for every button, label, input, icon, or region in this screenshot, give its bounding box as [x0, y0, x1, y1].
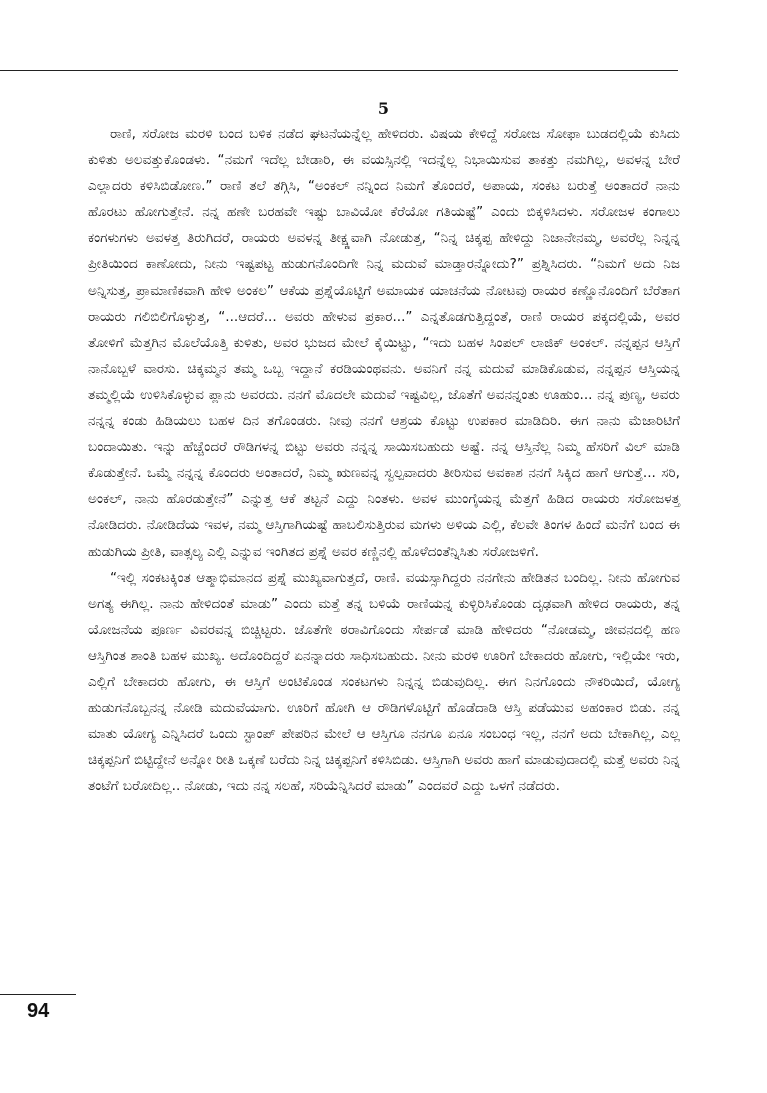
paragraph: “ಇಲ್ಲಿ ಸಂಕಟಕ್ಕಿಂತ ಆತ್ಮಾಭಿಮಾನದ ಪ್ರಶ್ನೆ ಮುಖ್ಯವಾಗುತ್ತದೆ, ರಾಣಿ. ವಯಸ್ಸಾಗಿದ್ದರು ನನಗೇನು ಹೇಡಿತನ ಬಂದಿಲ್ಲ. ನೀನು ಹೋಗುವ ಅಗತ್ಯ ಈಗಿಲ್ಲ. ನಾನು ಹೇಳಿದಂತೆ ಮಾಡು” ಎಂದು ಮತ್ತೆ ತನ್ನ ಬಳಿಯೆ ರಾಣಿಯನ್ನ ಕುಳ್ಳಿರಿಸಿಕೊಂಡು ದೃಢವಾಗಿ ಹೇಳಿದ ರಾಯರು, ತನ್ನ ಯೋಜನೆಯ ಪೂರ್ಣ ವಿವರವನ್ನ ಬಿಚ್ಚಿಟ್ಟರು. ಜೊತೆಗೇ ಠರಾವಿಗೊಂದು ಸೇರ್ಪಡೆ ಮಾಡಿ ಹೇಳಿದರು “ನೋಡಮ್ಮ, ಜೀವನದಲ್ಲಿ ಹಣ ಆಸ್ತಿಗಿಂತ ಶಾಂತಿ ಬಹಳ ಮುಖ್ಯ. ಅದೊಂದಿದ್ದರೆ ಏನನ್ನಾದರು ಸಾಧಿಸಬಹುದು. ನೀನು ಮರಳಿ ಊರಿಗೆ ಬೇಕಾದರು ಹೋಗು, ಇಲ್ಲಿಯೇ ಇರು, ಎಲ್ಲಿಗೆ ಬೇಕಾದರು ಹೋಗು, ಈ ಆಸ್ತಿಗೆ ಅಂಟಿಕೊಂಡ ಸಂಕಟಗಳು ನಿನ್ನನ್ನ ಬಿಡುವುದಿಲ್ಲ. ಈಗ ನಿನಗೊಂದು ನೌಕರಿಯಿದೆ, ಯೋಗ್ಯ ಹುಡುಗನೊಬ್ಬನನ್ನ ನೋಡಿ ಮದುವೆಯಾಗು. ಊರಿಗೆ ಹೋಗಿ ಆ ರೌಡಿಗಳೊಟ್ಟಿಗೆ ಹೊಡೆದಾಡಿ ಆಸ್ತಿ ಪಡೆಯುವ ಅಹಂಕಾರ ಬಿಡು. ನನ್ನ ಮಾತು ಯೋಗ್ಯ ಎನ್ನಿಸಿದರೆ ಒಂದು ಸ್ಟಾಂಪ್ ಪೇಪರಿನ ಮೇಲೆ ಆ ಆಸ್ತಿಗೂ ನನಗೂ ಏನೂ ಸಂಬಂಧ ಇಲ್ಲ, ನನಗೆ ಅದು ಬೇಕಾಗಿಲ್ಲ, ಎಲ್ಲ ಚಿಕ್ಕಪ್ಪನಿಗೆ ಬಿಟ್ಟಿದ್ದೇನೆ ಅನ್ನೋ ರೀತಿ ಒಕ್ಕಣೆ ಬರೆದು ನಿನ್ನ ಚಿಕ್ಕಪ್ಪನಿಗೆ ಕಳಿಸಿಬಿಡು. ಆಸ್ತಿಗಾಗಿ ಅವರು ಹಾಗೆ ಮಾಡುವುದಾದಲ್ಲಿ ಮತ್ತೆ ಅವರು ನಿನ್ನ ತಂಟೆಗೆ ಬರೋದಿಲ್ಲ.. ನೋಡು, ಇದು ನನ್ನ ಸಲಹೆ, ಸರಿಯೆನ್ನಿಸಿದರೆ ಮಾಡು” ಎಂದವರೆ ಎದ್ದು ಒಳಗೆ ನಡೆದರು.: [88, 569, 680, 795]
footer-rule: [0, 994, 76, 995]
page-number: 94: [27, 1000, 50, 1022]
header-rule: [0, 70, 678, 71]
body-text: [88, 121, 680, 799]
chapter-number: 5: [377, 99, 390, 118]
paragraph: ರಾಣಿ, ಸರೋಜ ಮರಳಿ ಬಂದ ಬಳಿಕ ನಡೆದ ಘಟನೆಯನ್ನೆಲ್ಲ ಹೇಳಿದರು. ವಿಷಯ ಕೇಳಿದ್ದೆ ಸರೋಜ ಸೋಫಾ ಬುಡದಲ್ಲಿಯೆ ಕುಸಿದು ಕುಳಿತು ಅಲವತ್ತುಕೊಂಡಳು. “ನಮಗೆ ಇದೆಲ್ಲ ಬೇಡಾರಿ, ಈ ವಯಸ್ಸಿನಲ್ಲಿ ಇದನ್ನೆಲ್ಲ ನಿಭಾಯಿಸುವ ತಾಕತ್ತು ನಮಗಿಲ್ಲ, ಅವಳನ್ನ ಬೇರೆ ಎಲ್ಲಾದರು ಕಳಿಸಿಬಿಡೋಣ.” ರಾಣಿ ತಲೆ ತಗ್ಗಿಸಿ, “ಅಂಕಲ್ ನನ್ನಿಂದ ನಿಮಗೆ ತೊಂದರೆ, ಅಪಾಯ, ಸಂಕಟ ಬರುತ್ತೆ ಅಂತಾದರೆ ನಾನು ಹೊರಟು ಹೋಗುತ್ತೇನೆ. ನನ್ನ ಹಣೇ ಬರಹವೇ ಇಷ್ಟು ಬಾವಿಯೋ ಕೆರೆಯೋ ಗತಿಯಷ್ಟೆ” ಎಂದು ಬಿಕ್ಕಳಿಸಿದಳು. ಸರೋಜಳ ಕಂಗಾಲು ಕಂಗಳುಗಳು ಅವಳತ್ತ ತಿರುಗಿದರೆ, ರಾಯರು ಅವಳನ್ನ ತೀಕ್ಷ್ಣವಾಗಿ ನೋಡುತ್ತ, “ನಿನ್ನ ಚಿಕ್ಕಪ್ಪ ಹೇಳಿದ್ದು ನಿಜಾನೇನಮ್ಮ, ಅವರೆಲ್ಲ ನಿನ್ನನ್ನ ಪ್ರೀತಿಯಿಂದ ಕಾಣೋದು, ನೀನು ಇಷ್ಟಪಟ್ಟ ಹುಡುಗನೊಂದಿಗೇ ನಿನ್ನ ಮದುವೆ ಮಾಡ್ತಾರನ್ನೋದು?” ಪ್ರಶ್ನಿಸಿದರು. “ನಿಮಗೆ ಅದು ನಿಜ ಅನ್ನಿಸುತ್ತ, ಪ್ರಾಮಾಣಿಕವಾಗಿ ಹೇಳಿ ಅಂಕಲ” ಆಕೆಯ ಪ್ರಶ್ನೆಯೊಟ್ಟಿಗೆ ಅಮಾಯಕ ಯಾಚನೆಯ ನೋಟವು ರಾಯರ ಕಣ್ಣೊನೊಂದಿಗೆ ಬೆರೆತಾಗ ರಾಯರು ಗಲಿಬಿಲಿಗೊಳ್ಳುತ್ತ, “...ಆದರೆ... ಅವರು ಹೇಳುವ ಪ್ರಕಾರ...” ಎನ್ನತೊಡಗುತ್ತಿದ್ದಂತೆ, ರಾಣಿ ರಾಯರ ಪಕ್ಕದಲ್ಲಿಯೆ, ಅವರ ತೋಳಿಗೆ ಮೆತ್ತಗಿನ ಮೊಲೆಯೊತ್ತಿ ಕುಳಿತು, ಅವರ ಭುಜದ ಮೇಲೆ ಕೈಯಿಟ್ಟು, “ಇದು ಬಹಳ ಸಿಂಪಲ್ ಲಾಜಿಕ್ ಅಂಕಲ್. ನನ್ನಪ್ಪನ ಆಸ್ತಿಗೆ ನಾನೊಬ್ಬಳೆ ವಾರಸು. ಚಿಕ್ಕಮ್ಮನ ತಮ್ಮ ಒಬ್ಬ ಇದ್ದಾನೆ ಕರಡಿಯಂಥವನು. ಅವನಿಗೆ ನನ್ನ ಮದುವೆ ಮಾಡಿಕೊಡುವ, ನನ್ನಪ್ಪನ ಆಸ್ತಿಯನ್ನ ತಮ್ಮಲ್ಲಿಯೆ ಉಳಿಸಿಕೊಳ್ಳುವ ಪ್ಲಾನು ಅವರದು. ನನಗೆ ಮೊದಲೇ ಮದುವೆ ಇಷ್ಟವಿಲ್ಲ, ಜೊತೆಗೆ ಅವನನ್ನಂತು ಊಹುಂ... ನನ್ನ ಪುಣ್ಯ, ಅವರು ನನ್ನನ್ನ ಕಂಡು ಹಿಡಿಯಲು ಬಹಳ ದಿನ ತಗೊಂಡರು. ನೀವು ನನಗೆ ಆಶ್ರಯ ಕೊಟ್ಟು ಉಪಕಾರ ಮಾಡಿದಿರಿ. ಈಗ ನಾನು ಮೆಜಾರಿಟಿಗೆ ಬಂದಾಯಿತು. ಇನ್ನು ಹೆಚ್ಚೆಂದರೆ ರೌಡಿಗಳನ್ನ ಬಿಟ್ಟು ಅವರು ನನ್ನನ್ನ ಸಾಯಿಸಬಹುದು ಅಷ್ಟೆ. ನನ್ನ ಆಸ್ತಿನೆಲ್ಲ ನಿಮ್ಮ ಹೆಸರಿಗೆ ವಿಲ್ ಮಾಡಿ ಕೊಡುತ್ತೇನೆ. ಒಮ್ಮೆ ನನ್ನನ್ನ ಕೊಂದರು ಅಂತಾದರೆ, ನಿಮ್ಮ ಋಣವನ್ನ ಸ್ವಲ್ಪವಾದರು ತೀರಿಸುವ ಅವಕಾಶ ನನಗೆ ಸಿಕ್ಕಿದ ಹಾಗೆ ಆಗುತ್ತೆ... ಸರಿ, ಅಂಕಲ್, ನಾನು ಹೊರಡುತ್ತೇನೆ” ಎನ್ನುತ್ತ ಆಕೆ ತಟ್ಟನೆ ಎದ್ದು ನಿಂತಳು. ಅವಳ ಮುಂಗೈಯನ್ನ ಮೆತ್ತಗೆ ಹಿಡಿದ ರಾಯರು ಸರೋಜಳತ್ತ ನೋಡಿದರು. ನೋಡಿದೆಯ ಇವಳ, ನಮ್ಮ ಆಸ್ತಿಗಾಗಿಯಷ್ಟೆ ಹಾಬಲಿಸುತ್ತಿರುವ ಮಗಳು ಅಳಿಯ ಎಲ್ಲಿ, ಕೆಲವೇ ತಿಂಗಳ ಹಿಂದೆ ಮನೆಗೆ ಬಂದ ಈ ಹುಡುಗಿಯ ಪ್ರೀತಿ, ವಾತ್ಸಲ್ಯ ಎಲ್ಲಿ ಎನ್ನುವ ಇಂಗಿತದ ಪ್ರಶ್ನೆ ಅವರ ಕಣ್ಣಿನಲ್ಲಿ ಹೊಳೆದಂತೆನ್ನಿಸಿತು ಸರೋಜಳಿಗೆ.: [88, 126, 680, 560]
